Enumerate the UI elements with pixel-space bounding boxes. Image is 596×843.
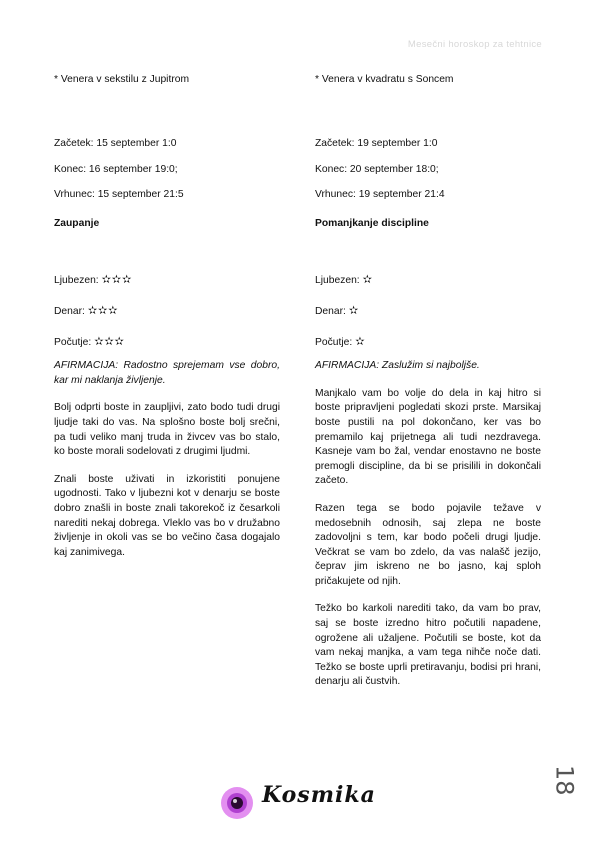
- star-icon: ✫✫✫: [87, 304, 119, 317]
- transit-title: * Venera v kvadratu s Soncem: [315, 74, 454, 85]
- end-date: Konec: 20 september 18:0;: [315, 163, 439, 175]
- star-icon: ✫: [362, 274, 373, 287]
- paragraph: Razen tega se bodo pojavile težave v medosebnih odnosih, saj zlepa ne boste zadovoljni s tem, kar bodo počeli drugi ljudje. Večkrat se vam bo zdelo, da vas nalašč jezijo, čeprav jim iskreno ne bo jasno, kaj sploh pričakujete od njih.: [315, 502, 541, 587]
- star-icon: ✫: [348, 304, 359, 317]
- topic-heading: Pomanjkanje discipline: [315, 217, 429, 229]
- love-label: Ljubezen:: [54, 275, 99, 287]
- affirmation: AFIRMACIJA: Zaslužim si najboljše.: [315, 360, 480, 372]
- end-date: Konec: 16 september 19:0;: [54, 163, 178, 175]
- feeling-label: Počutje:: [54, 336, 92, 348]
- peak-date: Vrhunec: 15 september 21:5: [54, 189, 184, 201]
- start-date: Začetek: 19 september 1:0: [315, 138, 438, 149]
- page-number: 18: [551, 765, 580, 796]
- feeling-rating: [54, 335, 280, 351]
- paragraph: Manjkalo vam bo volje do dela in kaj hitro si boste pripravljeni pogledati skozi prste. Marsikaj boste pustili na pol dokončano, ker vas bo premamilo kaj prijetnega ali tudi nezdravega. Kasneje vam bo žal, vendar enostavno ne boste premogli discipline, da bi se prisilili in dokončali začeto.: [315, 387, 541, 487]
- topic-heading: Zaupanje: [54, 217, 100, 229]
- love-rating: [315, 273, 541, 289]
- running-header: Mesečni horoskop za tehtnice: [407, 39, 542, 50]
- logo-text: Kosmika: [262, 782, 376, 808]
- right-column: [315, 73, 541, 690]
- paragraph: Znali boste uživati in izkoristiti ponujene ugodnosti. Tako v ljubezni kot v denarju se boste dobro znašli in boste znali takorekoč iz česarkoli narediti nekaj dobrega. Vleklo vas bo v družabno življenje in okoli vas se bo večino časa dogajalo kaj zanimivega.: [54, 473, 280, 558]
- peak-date: Vrhunec: 19 september 21:4: [315, 189, 445, 201]
- money-rating: [315, 304, 541, 320]
- feeling-rating: [315, 335, 541, 351]
- transit-title: * Venera v sekstilu z Jupitrom: [54, 74, 190, 85]
- affirmation: AFIRMACIJA: Radostno sprejemam vse dobro, kar mi naklanja življenje.: [54, 360, 280, 386]
- star-icon: ✫✫✫: [94, 335, 125, 348]
- star-icon: ✫✫✫: [101, 274, 132, 287]
- paragraph: Bolj odprti boste in zaupljivi, zato bodo tudi drugi ljudje taki do vas. Na splošno boste bolj srečni, pa tudi veliko manj truda in živcev vas bo stalo, ko boste morali sodelovati z drugimi ljudmi.: [54, 402, 280, 458]
- star-icon: ✫: [355, 335, 366, 348]
- money-rating: [54, 304, 280, 320]
- love-label: Ljubezen:: [315, 275, 360, 287]
- kosmika-logo: [220, 782, 376, 820]
- love-rating: [54, 273, 280, 289]
- paragraph: Težko bo karkoli narediti tako, da vam bo prav, saj se boste izredno hitro počutili napadene, ogrožene ali užaljene. Počutili se boste, kot da vam nekaj manjka, a vam tega nihče noče dati. Težko se boste uprli pretiravanju, bodisi pri hrani, denarju ali čustvih.: [315, 603, 541, 688]
- eye-logo-icon: [220, 786, 254, 820]
- feeling-label: Počutje:: [315, 336, 353, 348]
- start-date: Začetek: 15 september 1:0: [54, 138, 177, 149]
- money-label: Denar:: [315, 305, 346, 317]
- money-label: Denar:: [54, 305, 85, 317]
- left-column: [54, 73, 280, 560]
